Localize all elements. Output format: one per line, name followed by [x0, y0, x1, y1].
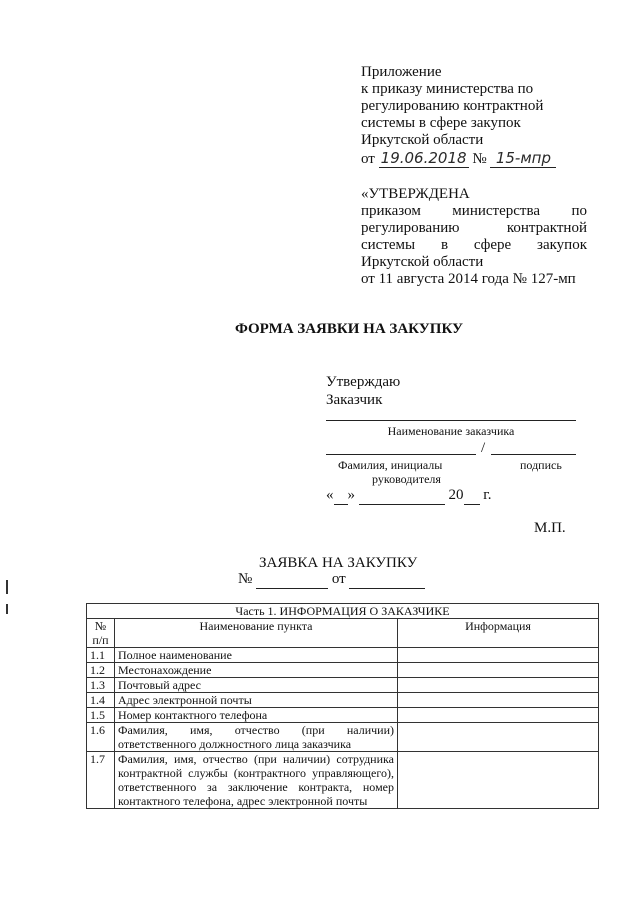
row-number: 1.5 — [87, 708, 115, 723]
signature-caption: подпись — [520, 458, 562, 472]
year-blank — [464, 487, 480, 505]
row-name: Почтовый адрес — [115, 678, 398, 693]
quote-close: » — [347, 487, 355, 503]
col-num-header-line: п/п — [92, 633, 109, 647]
customer-name-caption: Наименование заказчика — [387, 424, 515, 438]
number-prefix: № — [472, 151, 487, 167]
appendix-line: Приложение — [361, 64, 442, 80]
appendix-line: регулированию контрактной — [361, 98, 544, 114]
approved-line: системы в сфере закупок — [361, 237, 587, 253]
row-name: Местонахождение — [115, 663, 398, 678]
row-name: Адрес электронной почты — [115, 693, 398, 708]
table-row — [87, 708, 599, 723]
row-number: 1.1 — [87, 648, 115, 663]
scan-mark — [6, 580, 8, 594]
manager-name-line — [326, 454, 476, 455]
scan-mark — [6, 604, 8, 614]
col-name-header: Наименование пункта — [115, 619, 398, 648]
row-number: 1.3 — [87, 678, 115, 693]
year-prefix: 20 — [448, 487, 464, 503]
form-title: ФОРМА ЗАЯВКИ НА ЗАКУПКУ — [234, 321, 464, 337]
row-info-cell[interactable] — [398, 648, 599, 663]
approved-line: приказом министерства по — [361, 203, 587, 219]
request-title: ЗАЯВКА НА ЗАКУПКУ — [259, 555, 418, 571]
signature-line — [491, 454, 576, 455]
row-info-cell[interactable] — [398, 708, 599, 723]
month-blank — [359, 487, 445, 505]
approved-line: от 11 августа 2014 года № 127-мп — [361, 271, 576, 287]
col-num-header — [87, 619, 115, 648]
appendix-line: системы в сфере закупок — [361, 115, 521, 131]
row-name: Номер контактного телефона — [115, 708, 398, 723]
table-row — [87, 648, 599, 663]
customer-label: Заказчик — [326, 392, 383, 408]
approval-date-line — [326, 487, 491, 505]
request-date-blank — [349, 571, 425, 589]
customer-info-table — [86, 603, 599, 809]
appendix-date-line — [361, 150, 601, 168]
quote-open: « — [326, 487, 334, 503]
approved-line: Иркутской области — [361, 254, 484, 270]
row-name: Фамилия, имя, отчество (при наличии) сотрудника контрактной службы (контрактного управляющего), ответственного за заключение контракта, номер контактного телефона, адрес электронной почты — [115, 752, 398, 809]
table-row — [87, 723, 599, 752]
row-info-cell[interactable] — [398, 693, 599, 708]
request-from-label: от — [331, 571, 346, 587]
table-row — [87, 752, 599, 809]
approve-label: Утверждаю — [326, 374, 401, 390]
appendix-line: к приказу министерства по — [361, 81, 534, 97]
row-number: 1.4 — [87, 693, 115, 708]
year-suffix: г. — [483, 487, 492, 503]
handwritten-date: 19.06.2018 — [379, 150, 469, 168]
row-number: 1.7 — [87, 752, 115, 809]
slash: / — [481, 440, 486, 456]
day-blank — [334, 487, 348, 505]
row-info-cell[interactable] — [398, 678, 599, 693]
table-section-title: Часть 1. ИНФОРМАЦИЯ О ЗАКАЗЧИКЕ — [87, 604, 599, 619]
manager-name-caption: Фамилия, инициалы — [338, 458, 443, 472]
approved-block — [361, 186, 587, 288]
approved-line: регулированию контрактной — [361, 220, 587, 236]
seal-label: М.П. — [534, 520, 566, 536]
row-name: Полное наименование — [115, 648, 398, 663]
customer-name-line — [326, 420, 576, 421]
table-row — [87, 693, 599, 708]
table-header-row — [87, 619, 599, 648]
request-number-line — [238, 571, 425, 589]
date-prefix: от — [361, 151, 375, 167]
row-info-cell[interactable] — [398, 723, 599, 752]
col-info-header: Информация — [398, 619, 599, 648]
approved-title: «УТВЕРЖДЕНА — [361, 186, 470, 202]
table-row — [87, 678, 599, 693]
manager-name-caption-2: руководителя — [372, 472, 441, 486]
row-name: Фамилия, имя, отчество (при наличии) ответственного должностного лица заказчика — [115, 723, 398, 752]
handwritten-number: 15-мпр — [490, 150, 556, 168]
appendix-line: Иркутской области — [361, 132, 484, 148]
request-number-blank — [256, 571, 328, 589]
row-info-cell[interactable] — [398, 663, 599, 678]
row-info-cell[interactable] — [398, 752, 599, 809]
table-row — [87, 663, 599, 678]
col-num-header-line: № — [94, 619, 107, 633]
appendix-block — [361, 64, 601, 168]
request-number-prefix: № — [238, 571, 253, 587]
row-number: 1.6 — [87, 723, 115, 752]
table-section-row — [87, 604, 599, 619]
row-number: 1.2 — [87, 663, 115, 678]
